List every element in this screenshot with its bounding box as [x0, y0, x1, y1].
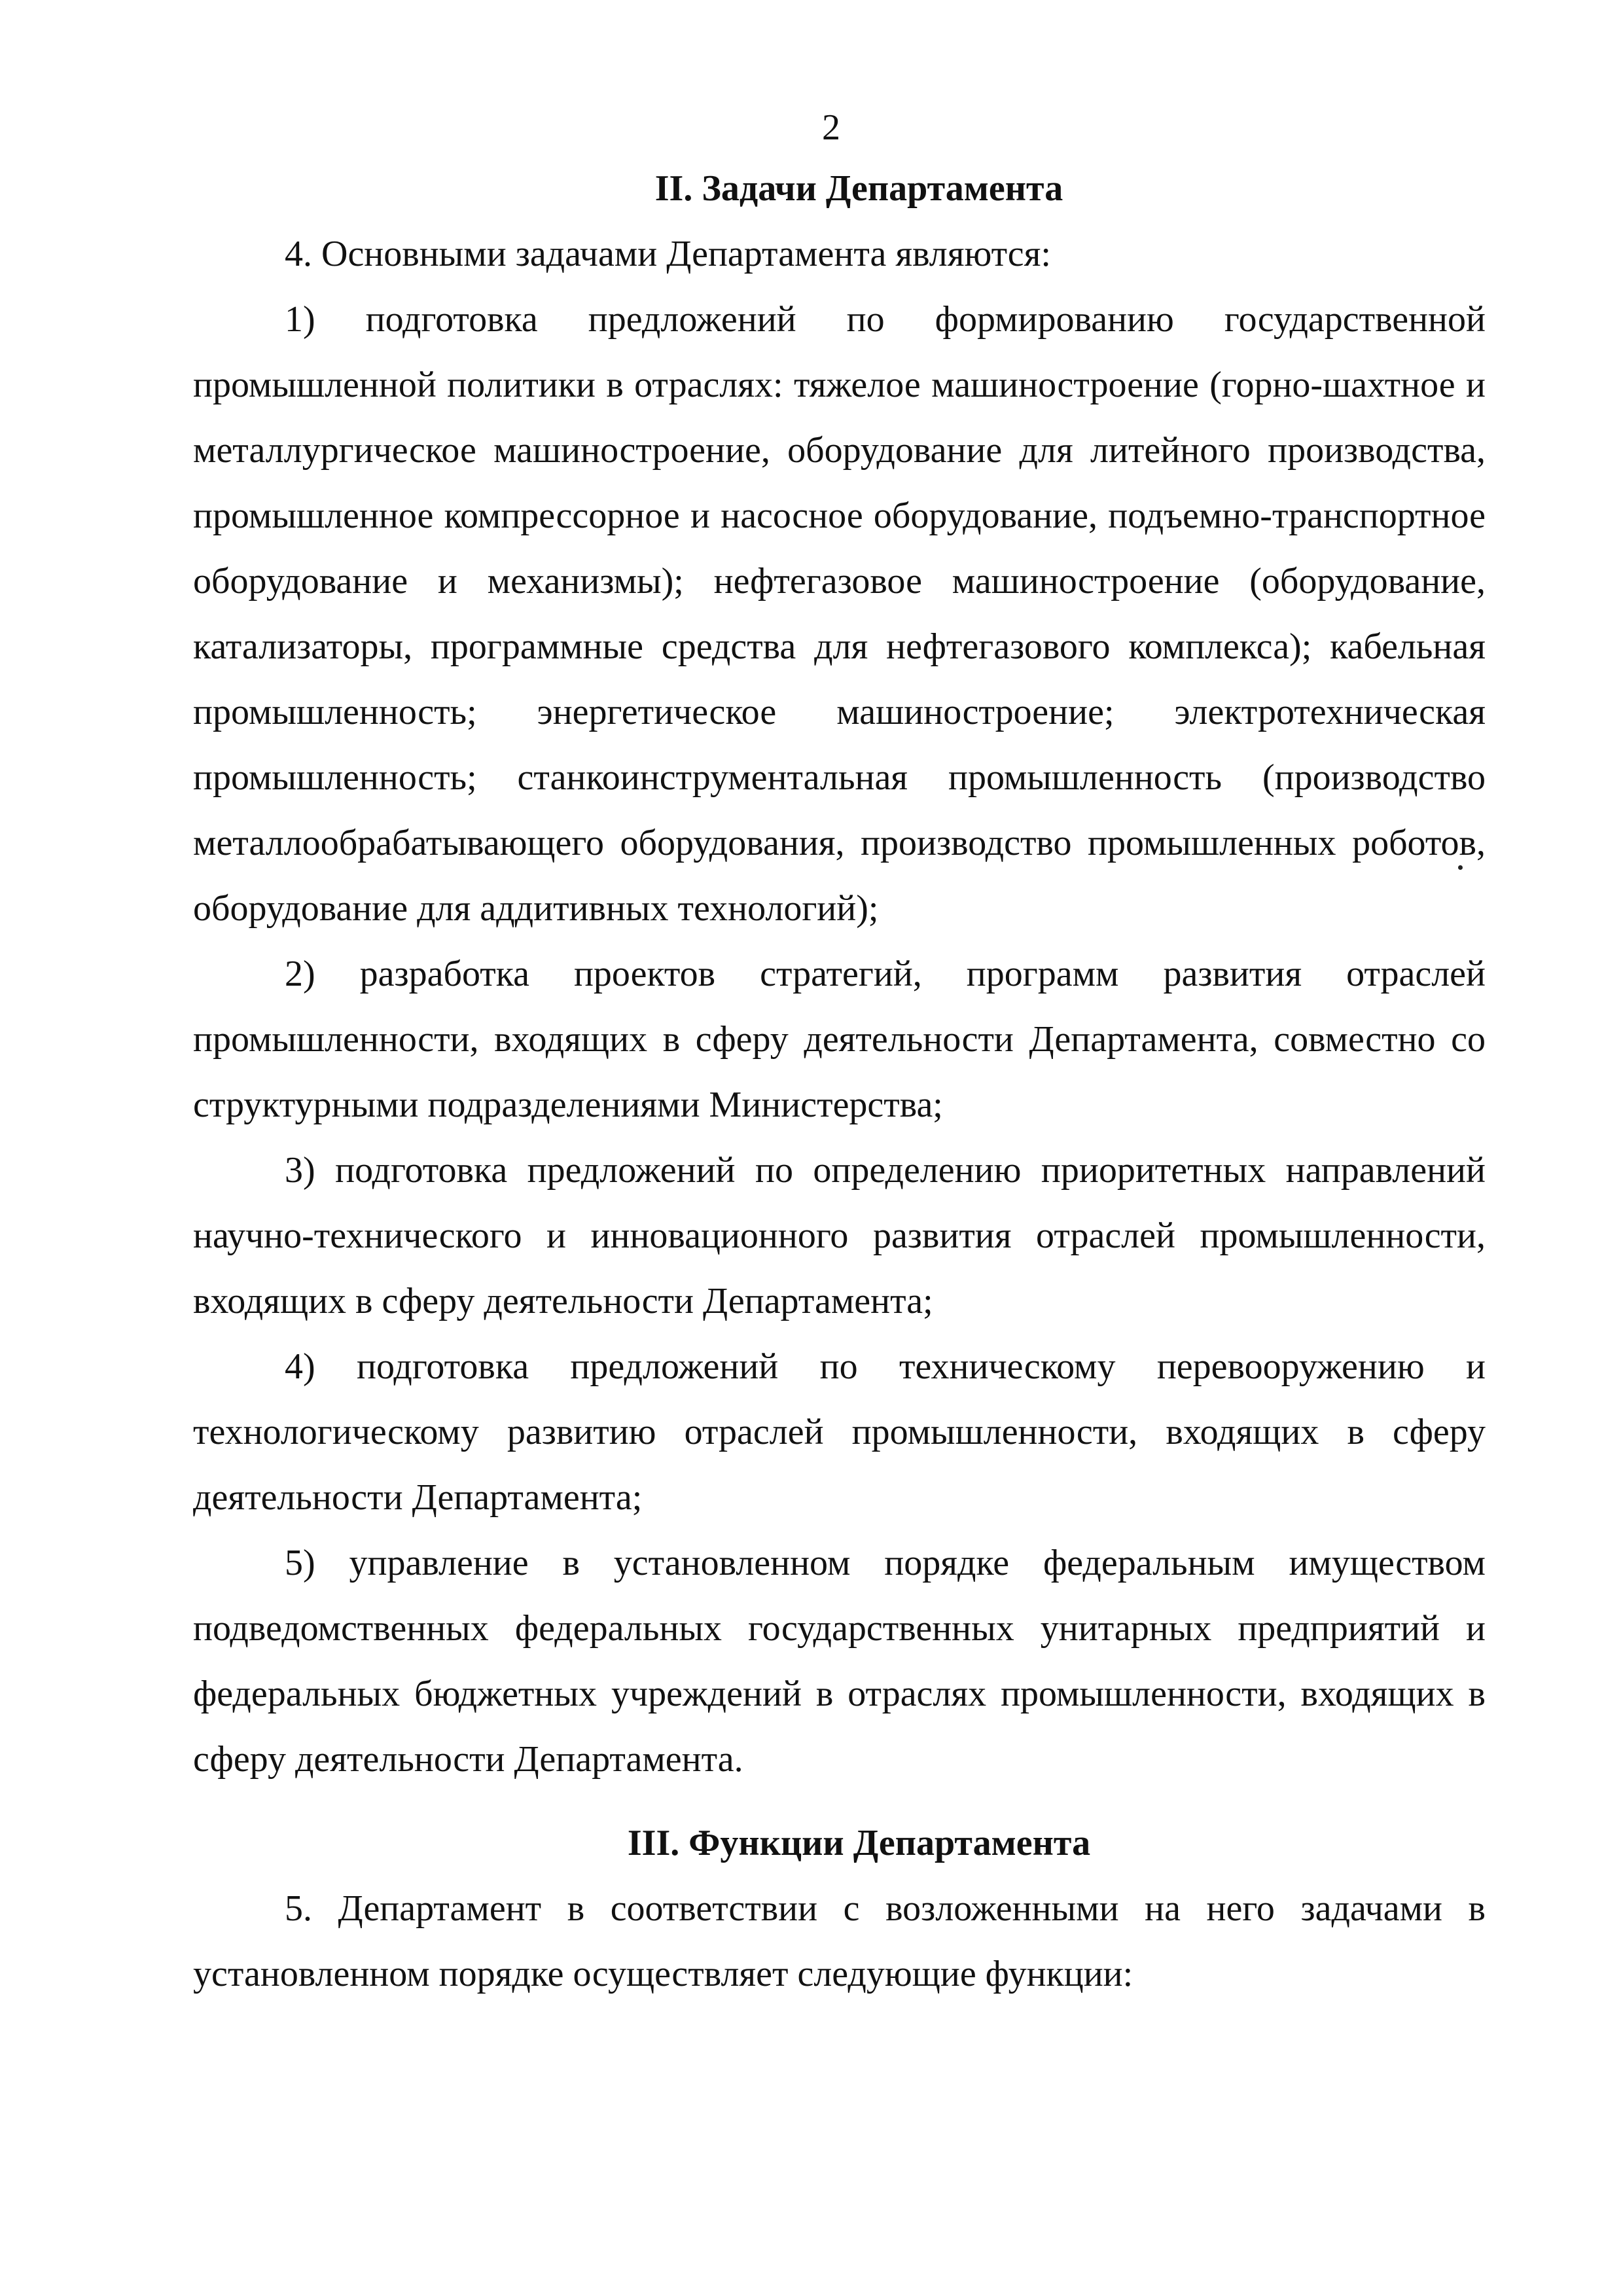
task-item-5: 5) управление в установленном порядке федеральным имуществом подведомственных федеральных государственных унитарных предприятий и федеральных бюджетных учреждений в отраслях промышленности, входящих в сферу деятельности Департамента. — [193, 1543, 1486, 1780]
section-heading-functions: III. Функции Департамента — [627, 1823, 1091, 1863]
scan-speck — [1458, 865, 1463, 870]
task-item-2: 2) разработка проектов стратегий, программ развития отраслей промышленности, входящих в сферу деятельности Департамента, совместно со структурными подразделениями Министерства; — [193, 954, 1486, 1125]
task-item-1: 1) подготовка предложений по формированию государственной промышленной политики в отраслях: тяжелое машиностроение (горно-шахтное и металлургическое машиностроение, оборудование для литейного производства, промышленное компрессорное и насосное оборудование, подъемно-транспортное оборудование и механизмы); нефтегазовое машиностроение (оборудование, катализаторы, программные средства для нефтегазового комплекса); кабельная промышленность; энергетическое машиностроение; электротехническая промышленность; станкоинструментальная промышленность (производство металлообрабатывающего оборудования, производство промышленных роботов, оборудование для аддитивных технологий); — [193, 299, 1486, 929]
tasks-intro-paragraph: 4. Основными задачами Департамента являются: — [285, 234, 1051, 274]
task-item-4: 4) подготовка предложений по техническому перевооружению и технологическому развитию отраслей промышленности, входящих в сферу деятельности Департамента; — [193, 1346, 1486, 1518]
task-item-3: 3) подготовка предложений по определению приоритетных направлений научно-технического и инновационного развития отраслей промышленности, входящих в сферу деятельности Департамента; — [193, 1150, 1486, 1321]
functions-intro-paragraph: 5. Департамент в соответствии с возложенными на него задачами в установленном порядке осуществляет следующие функции: — [193, 1888, 1486, 1994]
page-number: 2 — [822, 107, 840, 148]
document-body — [193, 156, 1486, 2007]
section-heading-tasks: II. Задачи Департамента — [654, 168, 1063, 209]
